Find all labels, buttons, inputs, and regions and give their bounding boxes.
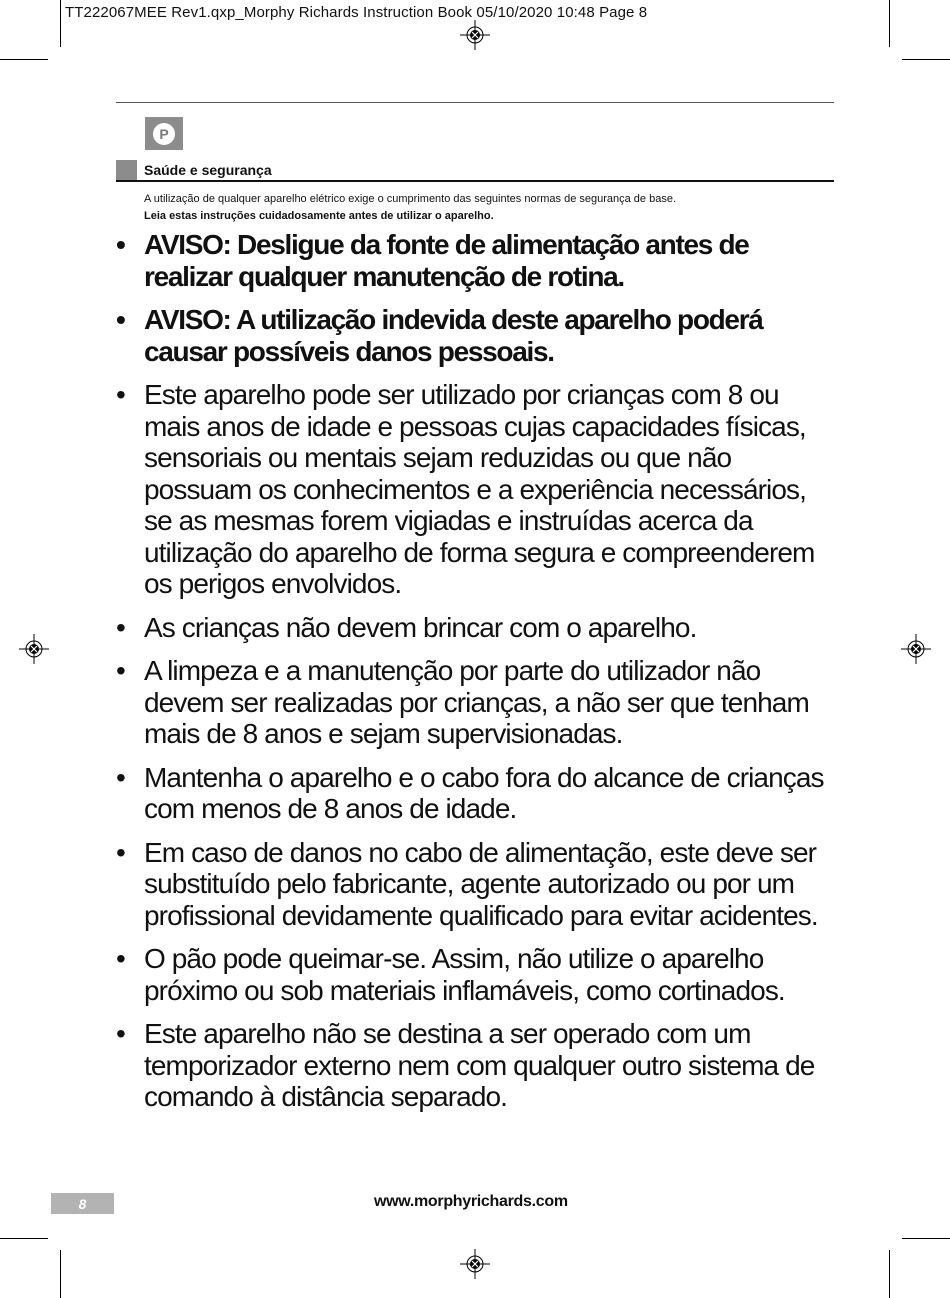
- list-item: [116, 762, 836, 825]
- list-item: [116, 612, 836, 644]
- bullet-icon: •: [116, 379, 125, 410]
- crop-mark: [60, 0, 61, 47]
- top-rule: [116, 102, 834, 103]
- bullet-icon: •: [116, 611, 125, 643]
- list-item: [116, 837, 836, 932]
- language-badge-label: P: [153, 123, 175, 145]
- bullet-icon: •: [116, 229, 125, 260]
- list-item-text: AVISO: Desligue da fonte de alimentação antes de realizar qualquer manutenção de rotina.: [144, 229, 749, 292]
- list-item-text: AVISO: A utilização indevida deste aparelho poderá causar possíveis danos pessoais.: [144, 304, 763, 367]
- page-number: 8: [51, 1193, 114, 1214]
- crop-mark: [889, 1250, 890, 1298]
- list-item: [116, 304, 836, 367]
- intro-instruction: Leia estas instruções cuidadosamente antes de utilizar o aparelho.: [144, 210, 494, 222]
- list-item-text: As crianças não devem brincar com o aparelho.: [144, 611, 697, 643]
- list-item: [116, 379, 836, 600]
- bullet-icon: •: [116, 655, 125, 686]
- crop-mark: [0, 59, 48, 60]
- crop-mark: [0, 1238, 48, 1239]
- list-item: [116, 655, 836, 750]
- list-item-text: O pão pode queimar-se. Assim, não utilize o aparelho próximo ou sob materiais inflamáveis, como cortinados.: [144, 943, 785, 1006]
- list-item-text: A limpeza e a manutenção por parte do utilizador não devem ser realizadas por crianças, a não ser que tenham mais de 8 anos e sejam supervisionadas.: [144, 655, 809, 749]
- language-badge: [145, 117, 183, 150]
- crop-mark: [60, 1250, 61, 1298]
- crop-mark: [902, 59, 950, 60]
- list-item: [116, 1018, 836, 1113]
- section-marker: [116, 160, 137, 180]
- list-item-text: Este aparelho pode ser utilizado por crianças com 8 ou mais anos de idade e pessoas cujas capacidades físicas, sensoriais ou mentais sejam reduzidas ou que não possuam os conhecimentos e a experiência necessários, se as mesmas forem vigiadas e instruídas acerca da utilização do aparelho de forma segura e compreenderem os perigos envolvidos.: [144, 379, 815, 599]
- bullet-icon: •: [116, 943, 125, 974]
- list-item: [116, 943, 836, 1006]
- section-title: Saúde e segurança: [144, 162, 272, 178]
- registration-mark-icon: [460, 1249, 490, 1279]
- registration-mark-icon: [19, 634, 49, 664]
- crop-mark: [889, 0, 890, 47]
- print-header: TT222067MEE Rev1.qxp_Morphy Richards Instruction Book 05/10/2020 10:48 Page 8: [65, 4, 648, 21]
- section-rule: [116, 180, 834, 182]
- bullet-icon: •: [116, 836, 125, 868]
- website-link[interactable]: www.morphyrichards.com: [374, 1193, 568, 1210]
- safety-list: [116, 229, 836, 1125]
- bullet-icon: •: [116, 761, 125, 793]
- list-item-text: Mantenha o aparelho e o cabo fora do alcance de crianças com menos de 8 anos de idade.: [144, 761, 824, 824]
- registration-mark-icon: [460, 20, 490, 50]
- crop-mark: [902, 1238, 950, 1239]
- bullet-icon: •: [116, 1018, 125, 1049]
- list-item-text: Em caso de danos no cabo de alimentação, este deve ser substituído pelo fabricante, agente autorizado ou por um profissional devidamente qualificado para evitar acidentes.: [144, 836, 818, 931]
- list-item: [116, 229, 836, 292]
- intro-text: A utilização de qualquer aparelho elétrico exige o cumprimento das seguintes normas de segurança de base.: [144, 193, 676, 205]
- registration-mark-icon: [901, 634, 931, 664]
- list-item-text: Este aparelho não se destina a ser operado com um temporizador externo nem com qualquer outro sistema de comando à distância separado.: [144, 1018, 815, 1112]
- bullet-icon: •: [116, 304, 125, 335]
